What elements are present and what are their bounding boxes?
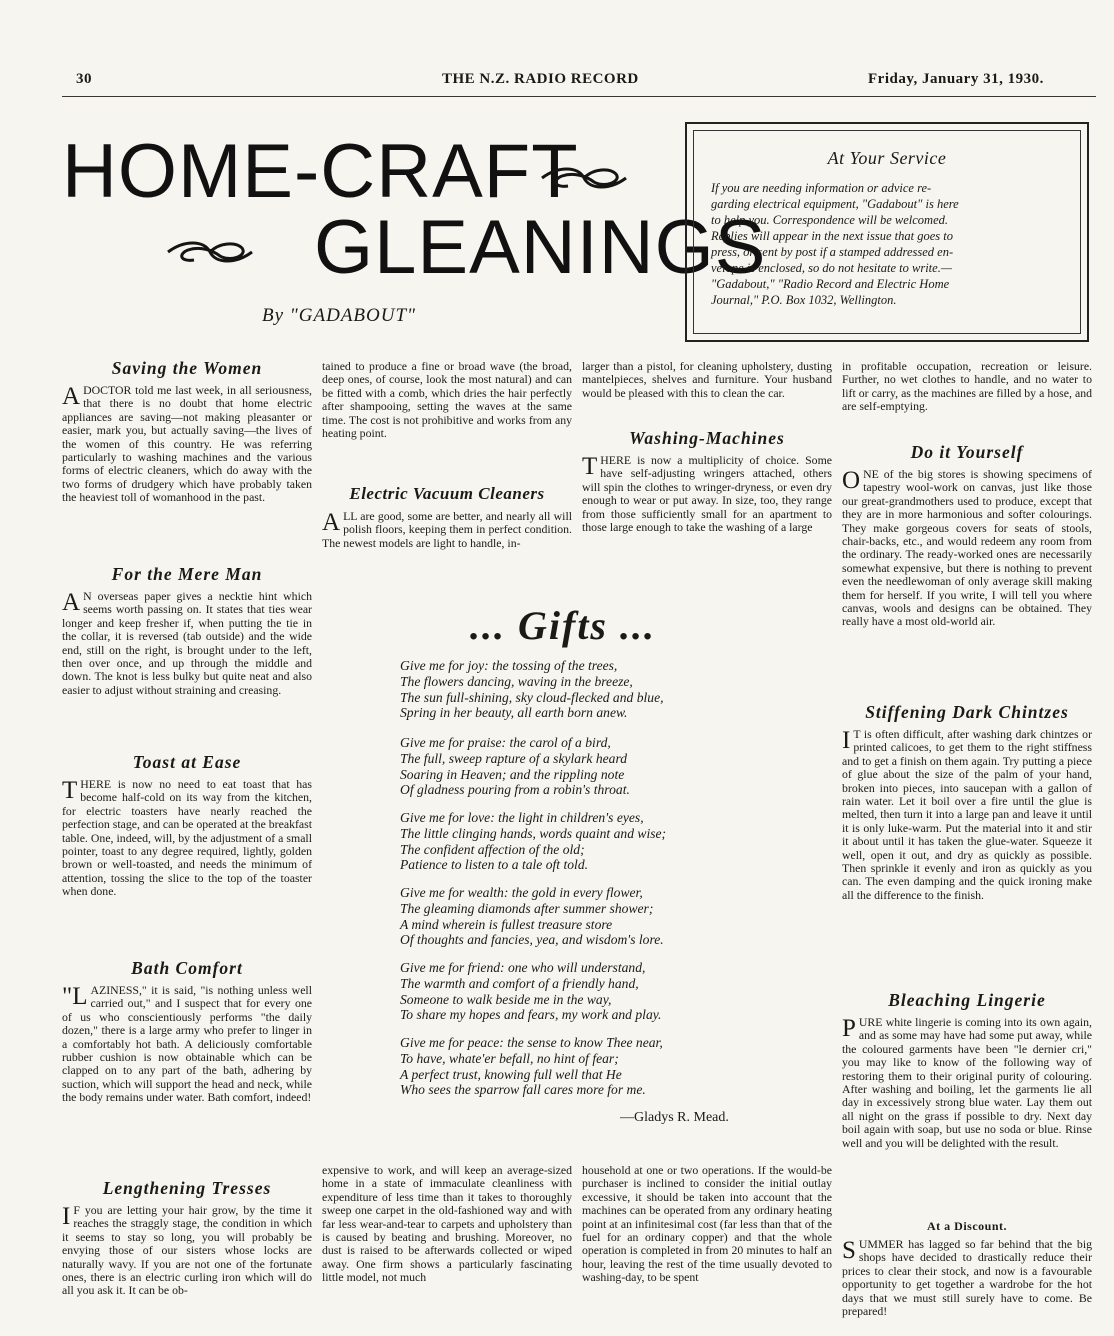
service-line: Journal," P.O. Box 1032, Wellington. xyxy=(711,293,897,307)
poem-line: Give me for joy: the tossing of the trees, xyxy=(400,658,618,673)
byline: By "GADABOUT" xyxy=(262,305,417,326)
heading-chintzes: Stiffening Dark Chintzes xyxy=(865,702,1069,722)
article-body: HERE is now a multiplicity of choice. Some have self-adjusting wringers attached, others will spin the clothes to wringer-dryness, or even dry enough to wear or put away. In size, too, they range from those sufficiently small for an apartment to those large enough to take the washing of a large xyxy=(582,453,832,535)
poem-stanza xyxy=(400,658,770,721)
article-toast xyxy=(62,752,312,899)
poem-line: The warmth and comfort of a friendly hand, xyxy=(400,975,639,991)
poem-line: To share my hopes and fears, my work and play. xyxy=(400,1007,662,1023)
heading-toast: Toast at Ease xyxy=(132,752,242,772)
ornament-flourish-icon xyxy=(538,164,630,192)
heading-diy: Do it Yourself xyxy=(910,442,1024,462)
service-box-text xyxy=(711,180,1067,308)
poem-stanza xyxy=(400,885,770,948)
dropcap: A xyxy=(62,589,81,616)
article-body: N overseas paper gives a necktie hint which seems worth passing on. It states that ties wear longer and keep fresher if, when putting the tie in the collar, it is reversed (tab outside) and the wide end, still on the right, is brought under to the left, then over once, and up through the middle and down. The knot is less bulky but quite neat and also easier to adjust without straining and creasing. xyxy=(62,589,312,697)
article-body: expensive to work, and will keep an average-sized home in a state of immaculate cleanliness with expenditure of less time than it takes to thoroughly sweep one carpet in the old-fashioned way and with far less wear-and-tear to carpets and upholstery than is caused by beating and brushing. Moreover, no dust is raised to be afterwards collected or wiped away. One firm shows a particularly fascinating little model, not much xyxy=(322,1163,572,1285)
article-washing-bottom xyxy=(582,1164,832,1285)
article-discount xyxy=(842,1216,1092,1318)
poem-line: Patience to listen to a tale oft told. xyxy=(400,857,589,873)
service-box-title: At Your Service xyxy=(827,148,947,168)
poem-line: The gleaming diamonds after summer shower; xyxy=(400,900,654,916)
heading-tresses: Lengthening Tresses xyxy=(102,1178,272,1198)
poem-line: Give me for friend: one who will understand, xyxy=(400,960,646,975)
article-body: NE of the big stores is showing specimens of tapestry wool-work on canvas, just like those our great-grandmothers used to produce, except that they are in more harmonious and softer colourings. They make gorgeous covers for seats of stools, chair-backs, etc., and would redeem any room from the ordinary. The ready-worked ones are necessarily somewhat expensive, but there is nothing to prevent even the needlewoman of only average skill making them for herself. If you write, I will tell you where canvas, wools and designs can be obtained. They really have a most old-world air. xyxy=(842,467,1092,629)
poem-line: Give me for praise: the carol of a bird, xyxy=(400,735,611,750)
article-vacuum xyxy=(322,484,572,550)
poem-author: —Gladys R. Mead. xyxy=(620,1110,729,1125)
article-body: T is often difficult, after washing dark chintzes or printed calicoes, to get them to the right stiffness and to get a finish on them again. Try putting a piece of glue about the size of the palm of your hand, broken into pieces, into saucepan with a gallon of rain water. Let it boil over a fire until the glue is melted, then turn it into a large pan and leave it until it is only luke-warm. Put the material into it and stir it about until it has taken the glue-water. Squeeze it well, open it out, and dry as quickly as possible. Then sprinkle it evenly and iron as quickly as you can. The even damping and the quick ironing make all the difference to the finish. xyxy=(842,727,1092,902)
article-saving-women xyxy=(62,358,312,505)
article-body: household at one or two operations. If the would-be purchaser is inclined to consider the initial outlay excessive, it should be taken into account that the machines can be operated from any ordinary heating point at an infinitesimal cost (far less than that of the fuel for an ordinary copper) and that the whole operation is completed in from 20 minutes to half an hour, leaving the rest of the time usually devoted to washing-day, to be spent xyxy=(582,1163,832,1285)
dropcap: "L xyxy=(62,983,88,1010)
poem-stanza xyxy=(400,960,770,1023)
poem-line: The little clinging hands, words quaint and wise; xyxy=(400,825,667,841)
heading-discount: At a Discount. xyxy=(926,1219,1007,1233)
heading-mere-man: For the Mere Man xyxy=(111,564,263,584)
article-body: tained to produce a fine or broad wave (the broad, deep ones, of course, look the most natural) and can be fitted with a comb, which dries the hair perfectly after shampooing, setting the waves at the same time. The cost is not prohibitive and works from any heating point. xyxy=(322,359,572,441)
service-line: garding electrical equipment, "Gadabout" is here xyxy=(711,197,959,211)
dropcap: T xyxy=(62,777,78,804)
poem-line: To have, whate'er befall, no hint of fear; xyxy=(400,1050,619,1066)
page-number: 30 xyxy=(76,71,92,87)
service-line: Replies will appear in the next issue that goes to xyxy=(711,229,953,243)
article-body: DOCTOR told me last week, in all seriousness, that there is no doubt that home electric appliances are saving—not making pleasanter or easier, mark you, but actually saving—the lives of the women of this country. He was referring particularly to washing machines and the various forms of electric cleaners, which do away with the two forms of drudgery which have probably taken the heaviest toll of womanhood in the past. xyxy=(62,383,312,505)
poem-line: The confident affection of the old; xyxy=(400,841,585,857)
article-bath xyxy=(62,958,312,1105)
article-body: larger than a pistol, for cleaning upholstery, dusting mantelpieces, shelves and furniture. Your husband would be pleased with this to clean the car. xyxy=(582,359,832,400)
poem-stanza xyxy=(400,810,770,873)
publication-name: THE N.Z. RADIO RECORD xyxy=(442,71,639,87)
dropcap: I xyxy=(842,727,851,754)
poem-line: A mind wherein is fullest treasure store xyxy=(400,916,613,932)
article-body: F you are letting your hair grow, by the time it reaches the straggly stage, the condition in which it seems to stay so long, you will probably be envying those of our sisters whose locks are naturally wavy. If you are not one of the fortunate ones, there is an electric curling iron which will do all you ask it. It can be ob- xyxy=(62,1203,312,1298)
article-tresses-continued xyxy=(322,360,572,440)
dropcap: T xyxy=(582,453,598,480)
article-body: AZINESS," it is said, "is nothing unless well carried out," and I suspect that for every one of us who conscientiously performs "the daily dozen," there is a large army who prefer to linger in a comfortably hot bath. A deliciously comfortable rubber cushion is now obtainable which can be clapped on to any part of the bath, adhering by suction, which will support the head and neck, while the body remains under water. Bath comfort, indeed! xyxy=(62,983,312,1105)
service-line: "Gadabout," "Radio Record and Electric Home xyxy=(711,277,950,291)
poem-title: ... Gifts ... xyxy=(470,603,656,648)
dropcap: O xyxy=(842,467,861,494)
article-washing-continued xyxy=(842,360,1092,414)
poem-line: The sun full-shining, sky cloud-flecked and blue, xyxy=(400,689,664,705)
article-vacuum-bottom xyxy=(322,1164,572,1285)
poem-line: A perfect trust, knowing full well that He xyxy=(400,1066,622,1082)
masthead-rule xyxy=(62,96,1096,97)
article-body: URE white lingerie is coming into its own again, and as some may have had some put away, while the coloured garments have been "le dernier cri," you may like to know of the following way of restoring them to their original purity of colouring. After washing and boiling, let the garments lie all day in excessively strong blue water. Lay them out all night on the grass if possible to dry. Next day boil again with soap, but use no soda or blue. Rinse well and you will be delighted with the result. xyxy=(842,1015,1092,1150)
poem-line: The flowers dancing, waving in the breeze, xyxy=(400,673,633,689)
article-body: in profitable occupation, recreation or leisure. Further, no wet clothes to handle, and no water to lift or carry, as the machines are filled by a hose, and are self-emptying. xyxy=(842,359,1092,414)
poem-line: Someone to walk beside me in the way, xyxy=(400,991,612,1007)
heading-vacuum: Electric Vacuum Cleaners xyxy=(349,484,545,503)
dropcap: S xyxy=(842,1237,856,1264)
poem-line: Give me for peace: the sense to know Thee near, xyxy=(400,1035,663,1050)
poem-line: The full, sweep rapture of a skylark heard xyxy=(400,750,628,766)
title-line-1: HOME-CRAFT xyxy=(62,129,579,214)
poem-line: Soaring in Heaven; and the rippling note xyxy=(400,766,625,782)
service-line: press, or sent by post if a stamped addressed en- xyxy=(711,245,954,259)
heading-lingerie: Bleaching Lingerie xyxy=(888,990,1046,1010)
poem-line: Of thoughts and fancies, yea, and wisdom's lore. xyxy=(400,932,664,948)
heading-washing: Washing-Machines xyxy=(629,428,785,448)
heading-saving-women: Saving the Women xyxy=(111,358,263,378)
article-mere-man xyxy=(62,564,312,697)
article-lingerie xyxy=(842,990,1092,1150)
article-diy xyxy=(842,442,1092,629)
poem-stanza xyxy=(400,735,770,798)
dropcap: A xyxy=(62,383,81,410)
service-line: velope is enclosed, so do not hesitate to write.— xyxy=(711,261,952,275)
ornament-flourish-icon-2 xyxy=(164,238,256,266)
dropcap: A xyxy=(322,509,341,536)
issue-date: Friday, January 31, 1930. xyxy=(868,71,1044,87)
poem-stanza xyxy=(400,1035,770,1098)
article-tresses xyxy=(62,1178,312,1298)
poem-line: Of gladness pouring from a robin's throat. xyxy=(400,782,630,798)
article-washing xyxy=(582,428,832,534)
heading-bath: Bath Comfort xyxy=(131,958,243,978)
title-line-2: GLEANINGS xyxy=(314,205,767,290)
article-vacuum-continued xyxy=(582,360,832,400)
article-body: HERE is now no need to eat toast that has become half-cold on its way from the kitchen, for electric toasters have nearly reached the perfection stage, and can be operated at the breakfast table. One, indeed, will, by the adjustment of a small pointer, toast to any degree required, lightly, golden brown or well-toasted, and needs the minimum of attention, tossing the slice to the top of the toaster when done. xyxy=(62,777,312,899)
dropcap: P xyxy=(842,1015,856,1042)
dropcap: I xyxy=(62,1203,71,1230)
article-chintzes xyxy=(842,702,1092,902)
service-box xyxy=(685,122,1089,342)
article-body: LL are good, some are better, and nearly all will polish floors, keeping them in perfect condition. The newest models are light to handle, in- xyxy=(322,509,572,550)
service-line: If you are needing information or advice re- xyxy=(711,181,932,195)
poem-line: Give me for love: the light in children's eyes, xyxy=(400,810,644,825)
poem-line: Spring in her beauty, all earth born anew. xyxy=(400,705,628,721)
article-body: UMMER has lagged so far behind that the big shops have decided to drastically reduce their prices to clear their stock, and now is a favourable opportunity to get together a wardrobe for the hot days that we must still surely have to come. Be prepared! xyxy=(842,1237,1092,1319)
service-line: to help you. Correspondence will be welcomed. xyxy=(711,213,948,227)
poem-line: Give me for wealth: the gold in every flower, xyxy=(400,885,643,900)
poem-line: Who sees the sparrow fall cares more for me. xyxy=(400,1082,646,1098)
